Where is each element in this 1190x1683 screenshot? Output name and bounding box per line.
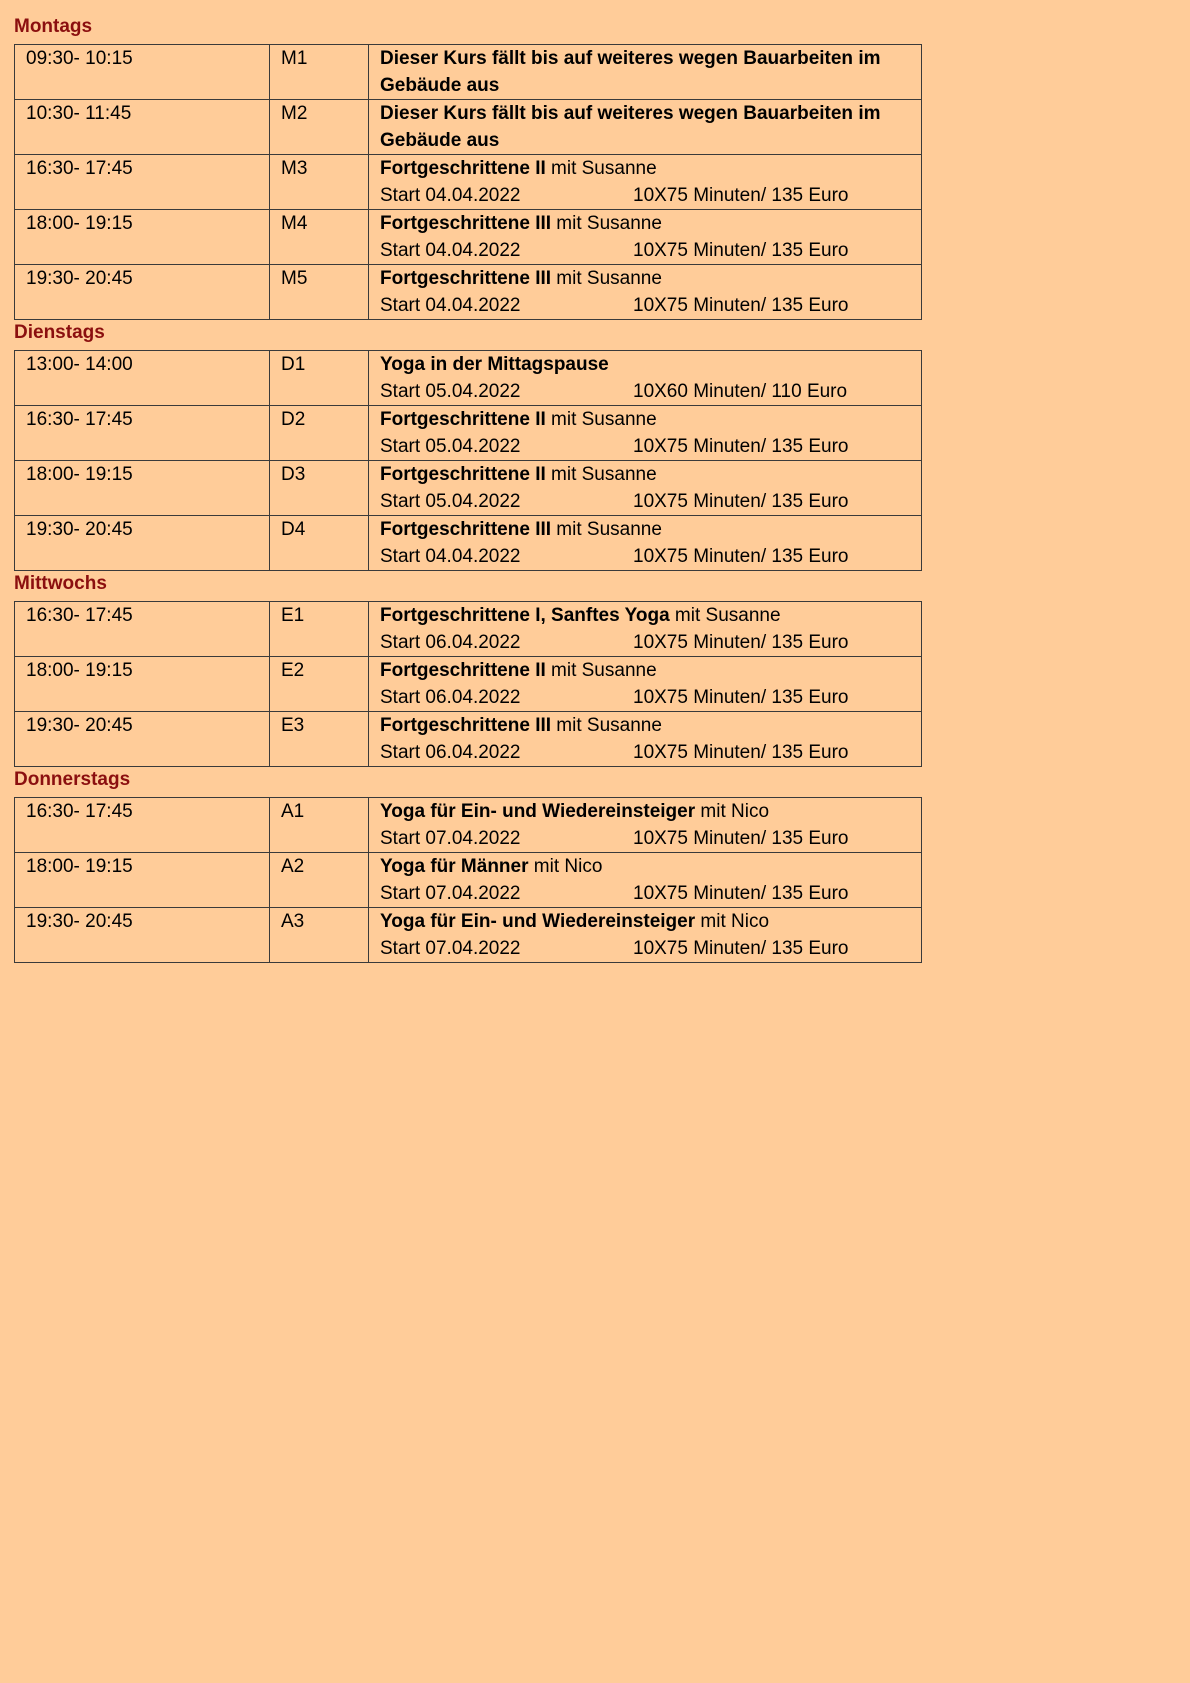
cancellation-notice: Dieser Kurs fällt bis auf weiteres wegen Bauarbeiten im Gebäude aus [380,103,881,151]
course-code: D4 [270,516,369,571]
course-teacher: mit Susanne [551,715,662,736]
course-description [369,155,922,210]
course-code: E2 [270,657,369,712]
course-time: 10:30- 11:45 [15,100,270,155]
course-time: 19:30- 20:45 [15,712,270,767]
course-start-line [380,182,921,209]
course-row [15,406,922,461]
course-start-line [380,935,921,962]
course-time: 16:30- 17:45 [15,155,270,210]
course-code: D1 [270,351,369,406]
course-price: 10X75 Minuten/ 135 Euro [633,185,849,206]
course-teacher: mit Susanne [551,213,662,234]
course-time: 19:30- 20:45 [15,265,270,320]
course-title-line [380,516,921,543]
course-row [15,155,922,210]
course-title-line [380,155,921,182]
course-start-line [380,292,921,319]
course-time: 19:30- 20:45 [15,908,270,963]
course-schedule [14,14,922,963]
course-price: 10X75 Minuten/ 135 Euro [633,295,849,316]
course-time: 13:00- 14:00 [15,351,270,406]
course-time: 16:30- 17:45 [15,798,270,853]
course-row [15,908,922,963]
course-teacher: mit Susanne [545,660,657,681]
course-start-date: Start 07.04.2022 [380,938,521,959]
course-title: Fortgeschrittene II [380,660,546,681]
course-code: M4 [270,210,369,265]
course-title-line [380,351,921,378]
course-title-line [380,461,921,488]
day-course-table [14,797,922,963]
course-code: M1 [270,45,369,100]
course-code: M3 [270,155,369,210]
course-start-date: Start 07.04.2022 [380,828,521,849]
course-row [15,265,922,320]
course-time: 16:30- 17:45 [15,602,270,657]
course-start-date: Start 06.04.2022 [380,632,521,653]
course-start-line [380,543,921,570]
course-title-line [380,712,921,739]
course-time: 18:00- 19:15 [15,210,270,265]
course-title: Fortgeschrittene III [380,213,552,234]
course-time: 09:30- 10:15 [15,45,270,100]
course-price: 10X75 Minuten/ 135 Euro [633,883,849,904]
course-start-line [380,825,921,852]
course-price: 10X75 Minuten/ 135 Euro [633,436,849,457]
course-description [369,351,922,406]
course-description [369,853,922,908]
course-description [369,210,922,265]
course-price: 10X75 Minuten/ 135 Euro [633,687,849,708]
course-title: Yoga in der Mittagspause [380,354,609,375]
course-time: 18:00- 19:15 [15,657,270,712]
course-start-date: Start 04.04.2022 [380,295,521,316]
course-description [369,602,922,657]
course-price: 10X75 Minuten/ 135 Euro [633,632,849,653]
course-title: Fortgeschrittene III [380,519,552,540]
course-start-line [380,378,921,405]
course-price: 10X75 Minuten/ 135 Euro [633,938,849,959]
course-row [15,516,922,571]
course-code: A3 [270,908,369,963]
course-price: 10X75 Minuten/ 135 Euro [633,828,849,849]
course-price: 10X75 Minuten/ 135 Euro [633,546,849,567]
course-title: Yoga für Ein- und Wiedereinsteiger [380,801,696,822]
course-row [15,45,922,100]
course-title: Yoga für Männer [380,856,529,877]
course-start-line [380,629,921,656]
day-heading: Donnerstags [14,769,131,790]
day-heading: Mittwochs [14,573,107,594]
course-row [15,461,922,516]
course-code: D3 [270,461,369,516]
course-description [369,657,922,712]
course-start-line [380,739,921,766]
course-start-line [380,684,921,711]
course-teacher: mit Susanne [545,158,657,179]
course-description [369,45,922,100]
course-teacher: mit Susanne [545,409,657,430]
course-start-line [380,237,921,264]
day-heading: Montags [14,16,93,37]
course-description [369,712,922,767]
course-start-date: Start 06.04.2022 [380,687,521,708]
course-code: A1 [270,798,369,853]
course-row [15,657,922,712]
course-code: M5 [270,265,369,320]
course-start-line [380,488,921,515]
course-code: M2 [270,100,369,155]
course-row [15,798,922,853]
course-teacher: mit Nico [695,911,770,932]
course-price: 10X75 Minuten/ 135 Euro [633,491,849,512]
course-teacher: mit Susanne [669,605,781,626]
course-description [369,406,922,461]
course-teacher: mit Nico [695,801,770,822]
course-title-line [380,798,921,825]
course-teacher: mit Susanne [551,268,662,289]
course-row [15,210,922,265]
course-row [15,853,922,908]
course-title: Fortgeschrittene II [380,158,546,179]
course-teacher: mit Nico [528,856,603,877]
course-start-date: Start 04.04.2022 [380,240,521,261]
course-time: 16:30- 17:45 [15,406,270,461]
course-price: 10X75 Minuten/ 135 Euro [633,240,849,261]
course-description [369,461,922,516]
cancellation-notice: Dieser Kurs fällt bis auf weiteres wegen Bauarbeiten im Gebäude aus [380,48,881,96]
course-time: 19:30- 20:45 [15,516,270,571]
course-title-line [380,210,921,237]
course-description [369,516,922,571]
course-time: 18:00- 19:15 [15,853,270,908]
course-title: Fortgeschrittene I, Sanftes Yoga [380,605,670,626]
course-start-date: Start 05.04.2022 [380,491,521,512]
course-title-line [380,657,921,684]
course-price: 10X75 Minuten/ 135 Euro [633,742,849,763]
course-title-line [380,853,921,880]
course-start-date: Start 04.04.2022 [380,546,521,567]
day-course-table [14,44,922,320]
day-course-table [14,601,922,767]
course-row [15,351,922,406]
course-start-date: Start 04.04.2022 [380,185,521,206]
course-code: E1 [270,602,369,657]
course-description [369,265,922,320]
course-title-line [380,265,921,292]
course-title: Fortgeschrittene II [380,409,546,430]
course-title: Fortgeschrittene III [380,715,552,736]
course-title-line [380,908,921,935]
course-time: 18:00- 19:15 [15,461,270,516]
course-start-line [380,880,921,907]
course-teacher: mit Susanne [545,464,657,485]
course-start-date: Start 06.04.2022 [380,742,521,763]
course-row [15,712,922,767]
course-row [15,100,922,155]
course-description [369,100,922,155]
course-title: Yoga für Ein- und Wiedereinsteiger [380,911,696,932]
course-title: Fortgeschrittene II [380,464,546,485]
course-title-line [380,602,921,629]
course-code: A2 [270,853,369,908]
course-price: 10X60 Minuten/ 110 Euro [633,381,848,402]
course-code: E3 [270,712,369,767]
course-title-line [380,406,921,433]
course-row [15,602,922,657]
day-heading: Dienstags [14,322,105,343]
course-start-date: Start 07.04.2022 [380,883,521,904]
course-start-line [380,433,921,460]
course-title: Fortgeschrittene III [380,268,552,289]
course-description [369,908,922,963]
course-teacher: mit Susanne [551,519,662,540]
course-start-date: Start 05.04.2022 [380,436,521,457]
course-code: D2 [270,406,369,461]
course-description [369,798,922,853]
course-start-date: Start 05.04.2022 [380,381,521,402]
day-course-table [14,350,922,571]
